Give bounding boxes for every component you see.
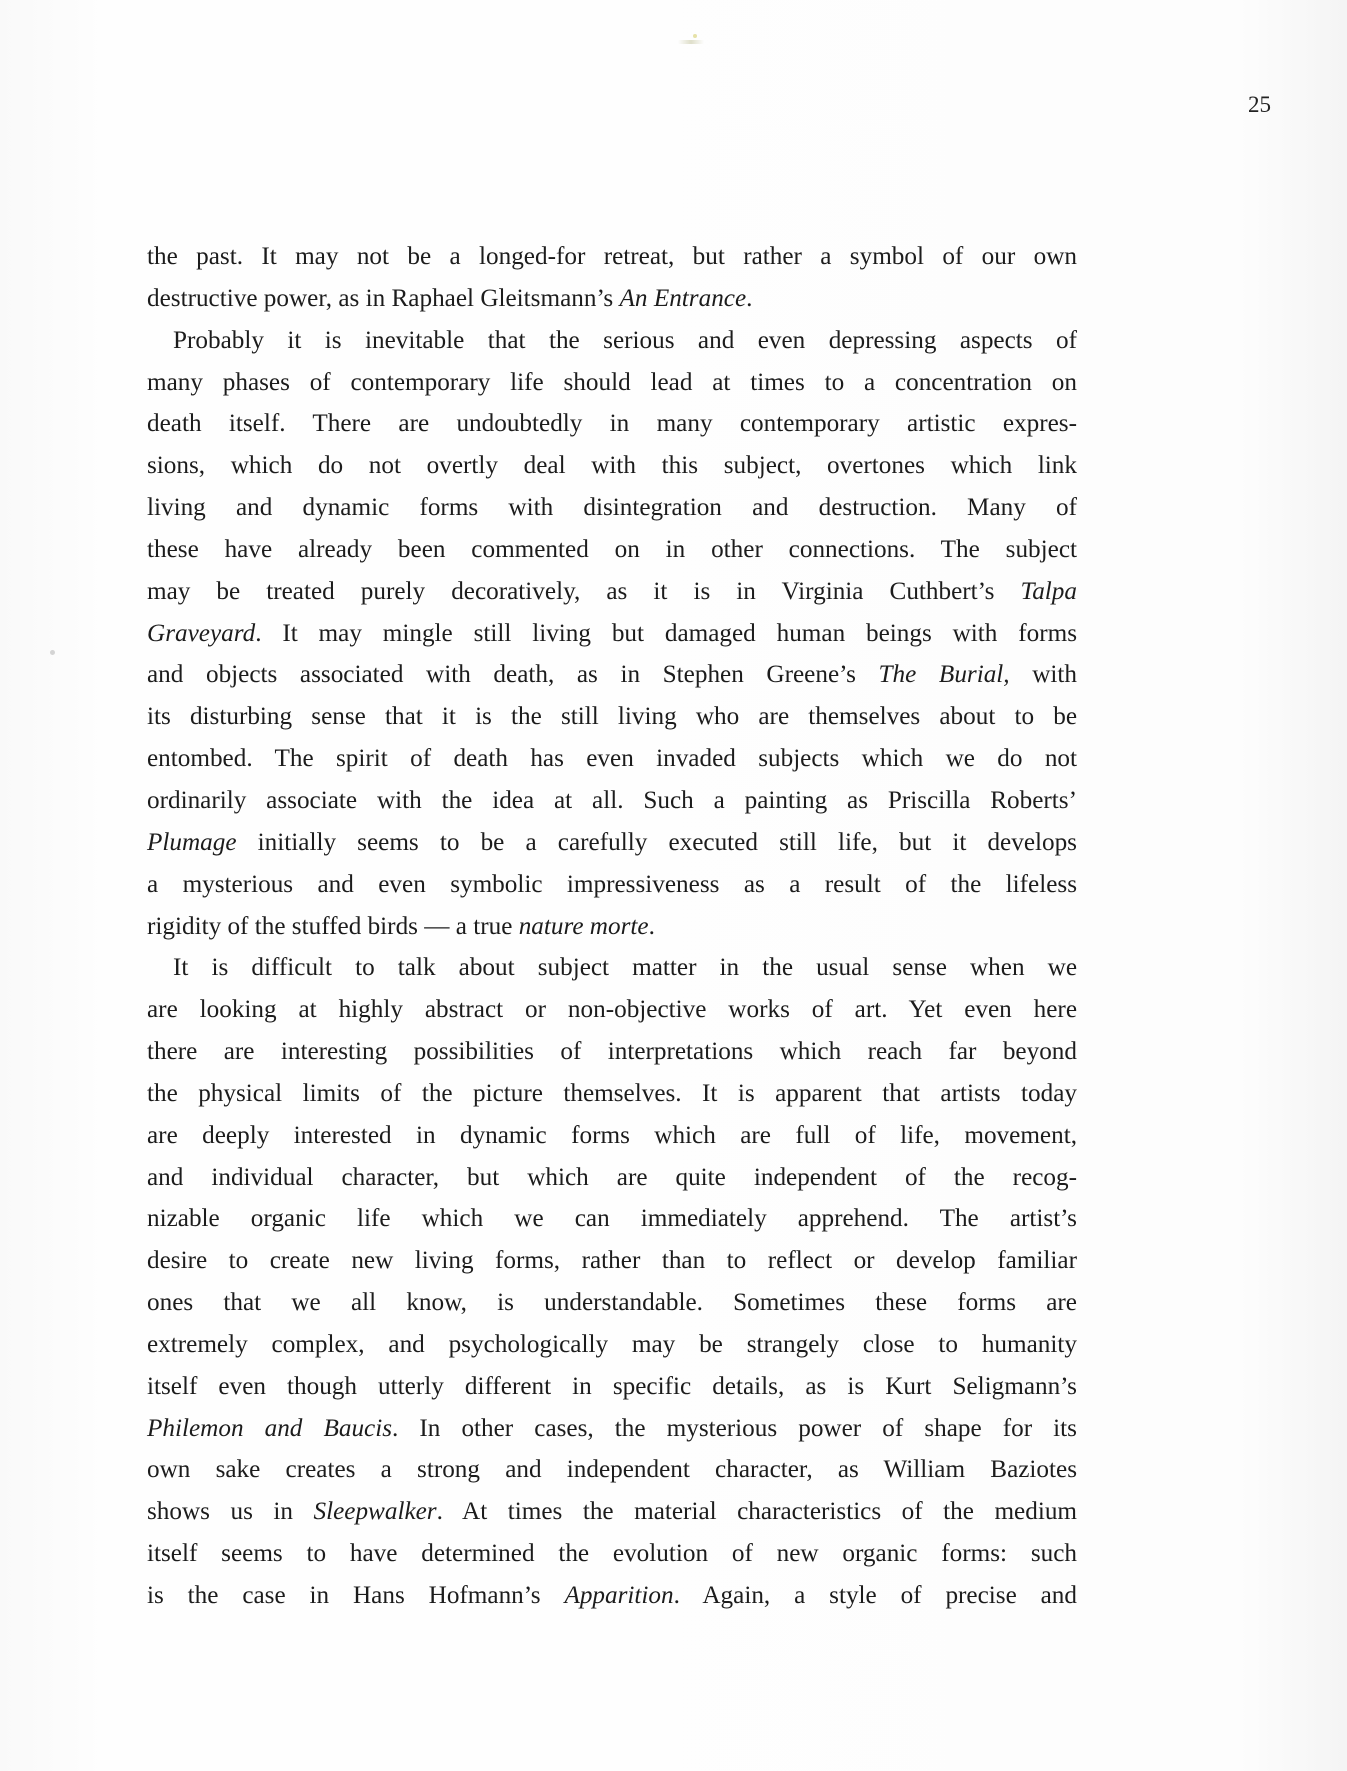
text-line: [147, 278, 1077, 320]
body-text: [147, 236, 1077, 1617]
text-line: [147, 1282, 1077, 1324]
text-line: [147, 1115, 1077, 1157]
text-run: and objects associated with death, as in Stephen Greene’s: [147, 661, 879, 689]
artwork-title: Plumage: [147, 828, 237, 856]
artwork-title: Graveyard: [147, 619, 256, 647]
text-run: desire to create new living forms, rather than to reflect or develop familiar: [147, 1247, 1077, 1275]
text-line: [147, 1073, 1077, 1115]
text-run: may be treated purely decoratively, as it is in Virginia Cuthbert’s: [147, 577, 1021, 605]
text-run: a mysterious and even symbolic impressiveness as a result of the lifeless: [147, 870, 1077, 898]
text-line: [147, 403, 1077, 445]
text-run: nizable organic life which we can immediately apprehend. The artist’s: [147, 1205, 1077, 1233]
text-run: .: [648, 912, 655, 940]
text-line: [147, 822, 1077, 864]
text-run: with: [1009, 661, 1077, 689]
text-run: its disturbing sense that it is the still living who are themselves about to be: [147, 703, 1077, 731]
artwork-title: Sleepwalker: [313, 1498, 437, 1526]
text-line: [147, 864, 1077, 906]
text-run: itself even though utterly different in specific details, as is Kurt Seligmann’s: [147, 1372, 1077, 1400]
text-run: . In other cases, the mysterious power of shape for its: [392, 1414, 1077, 1442]
text-line: [147, 1533, 1077, 1575]
text-run: shows us in: [147, 1498, 314, 1526]
scan-speck: [693, 34, 697, 38]
text-line: [147, 906, 1077, 948]
text-line: [147, 780, 1077, 822]
text-run: the physical limits of the picture themselves. It is apparent that artists today: [147, 1079, 1077, 1107]
text-line: [147, 1198, 1077, 1240]
text-line: [147, 1408, 1077, 1450]
artwork-title: nature morte: [518, 912, 649, 940]
text-run: ordinarily associate with the idea at all. Such a painting as Priscilla Roberts’: [147, 786, 1077, 814]
artwork-title: Apparition: [564, 1582, 674, 1609]
artwork-title: Talpa: [1020, 577, 1077, 605]
text-run: . It may mingle still living but damaged human beings with forms: [255, 619, 1077, 647]
artwork-title: Philemon and Baucis: [147, 1414, 393, 1442]
text-run: destructive power, as in Raphael Gleitsmann’s: [147, 284, 620, 312]
page-number: 25: [1248, 92, 1271, 117]
text-line: [147, 1324, 1077, 1366]
text-run: . Again, a style of precise and: [673, 1582, 1077, 1609]
text-run: there are interesting possibilities of interpretations which reach far beyond: [147, 1038, 1077, 1066]
text-run: living and dynamic forms with disintegration and destruction. Many of: [147, 494, 1077, 522]
text-run: and individual character, but which are quite independent of the recog-: [147, 1163, 1077, 1191]
text-run: rigidity of the stuffed birds — a true: [147, 912, 519, 940]
text-line: [147, 654, 1077, 696]
text-run: itself seems to have determined the evolution of new organic forms: such: [147, 1540, 1077, 1568]
text-line: [147, 738, 1077, 780]
text-run: initially seems to be a carefully executed still life, but it develops: [236, 828, 1077, 856]
paragraph: [147, 947, 1077, 1617]
scan-smudge: [678, 40, 704, 44]
text-line: [147, 571, 1077, 613]
text-line: [147, 1366, 1077, 1408]
text-run: . At times the material characteristics of the medium: [436, 1498, 1078, 1526]
text-run: own sake creates a strong and independent character, as William Baziotes: [147, 1456, 1077, 1484]
scan-dust: [50, 650, 55, 655]
text-line: [147, 947, 1077, 989]
text-line: [147, 320, 1077, 362]
text-line: [147, 613, 1077, 655]
text-run: entombed. The spirit of death has even invaded subjects which we do not: [147, 745, 1077, 773]
text-line: [147, 696, 1077, 738]
text-run: are deeply interested in dynamic forms which are full of life, movement,: [147, 1121, 1077, 1149]
text-line: [147, 487, 1077, 529]
text-line: [147, 989, 1077, 1031]
paragraph: [147, 236, 1077, 320]
paragraph: [147, 320, 1077, 948]
artwork-title: An Entrance: [619, 284, 747, 312]
text-run: death itself. There are undoubtedly in many contemporary artistic expres-: [147, 410, 1077, 438]
text-run: the past. It may not be a longed-for retreat, but rather a symbol of our own: [147, 243, 1077, 270]
text-run: ones that we all know, is understandable. Sometimes these forms are: [147, 1289, 1077, 1317]
text-line: [147, 1240, 1077, 1282]
text-line: [147, 1157, 1077, 1199]
text-run: are looking at highly abstract or non-objective works of art. Yet even here: [147, 996, 1077, 1024]
text-run: .: [746, 284, 753, 312]
text-run: It is difficult to talk about subject matter in the usual sense when we: [173, 954, 1077, 982]
text-line: [147, 445, 1077, 487]
artwork-title: The Burial,: [878, 661, 1010, 689]
text-line: [147, 1575, 1077, 1617]
text-run: sions, which do not overtly deal with this subject, overtones which link: [147, 452, 1077, 480]
text-run: Probably it is inevitable that the serious and even depressing aspects of: [173, 326, 1077, 354]
text-line: [147, 236, 1077, 278]
text-line: [147, 362, 1077, 404]
text-run: extremely complex, and psychologically may be strangely close to humanity: [147, 1330, 1077, 1358]
text-run: is the case in Hans Hofmann’s: [147, 1582, 565, 1609]
text-line: [147, 1449, 1077, 1491]
text-line: [147, 1031, 1077, 1073]
text-line: [147, 529, 1077, 571]
text-run: many phases of contemporary life should lead at times to a concentration on: [147, 368, 1077, 396]
text-run: these have already been commented on in other connections. The subject: [147, 535, 1077, 563]
text-line: [147, 1491, 1077, 1533]
